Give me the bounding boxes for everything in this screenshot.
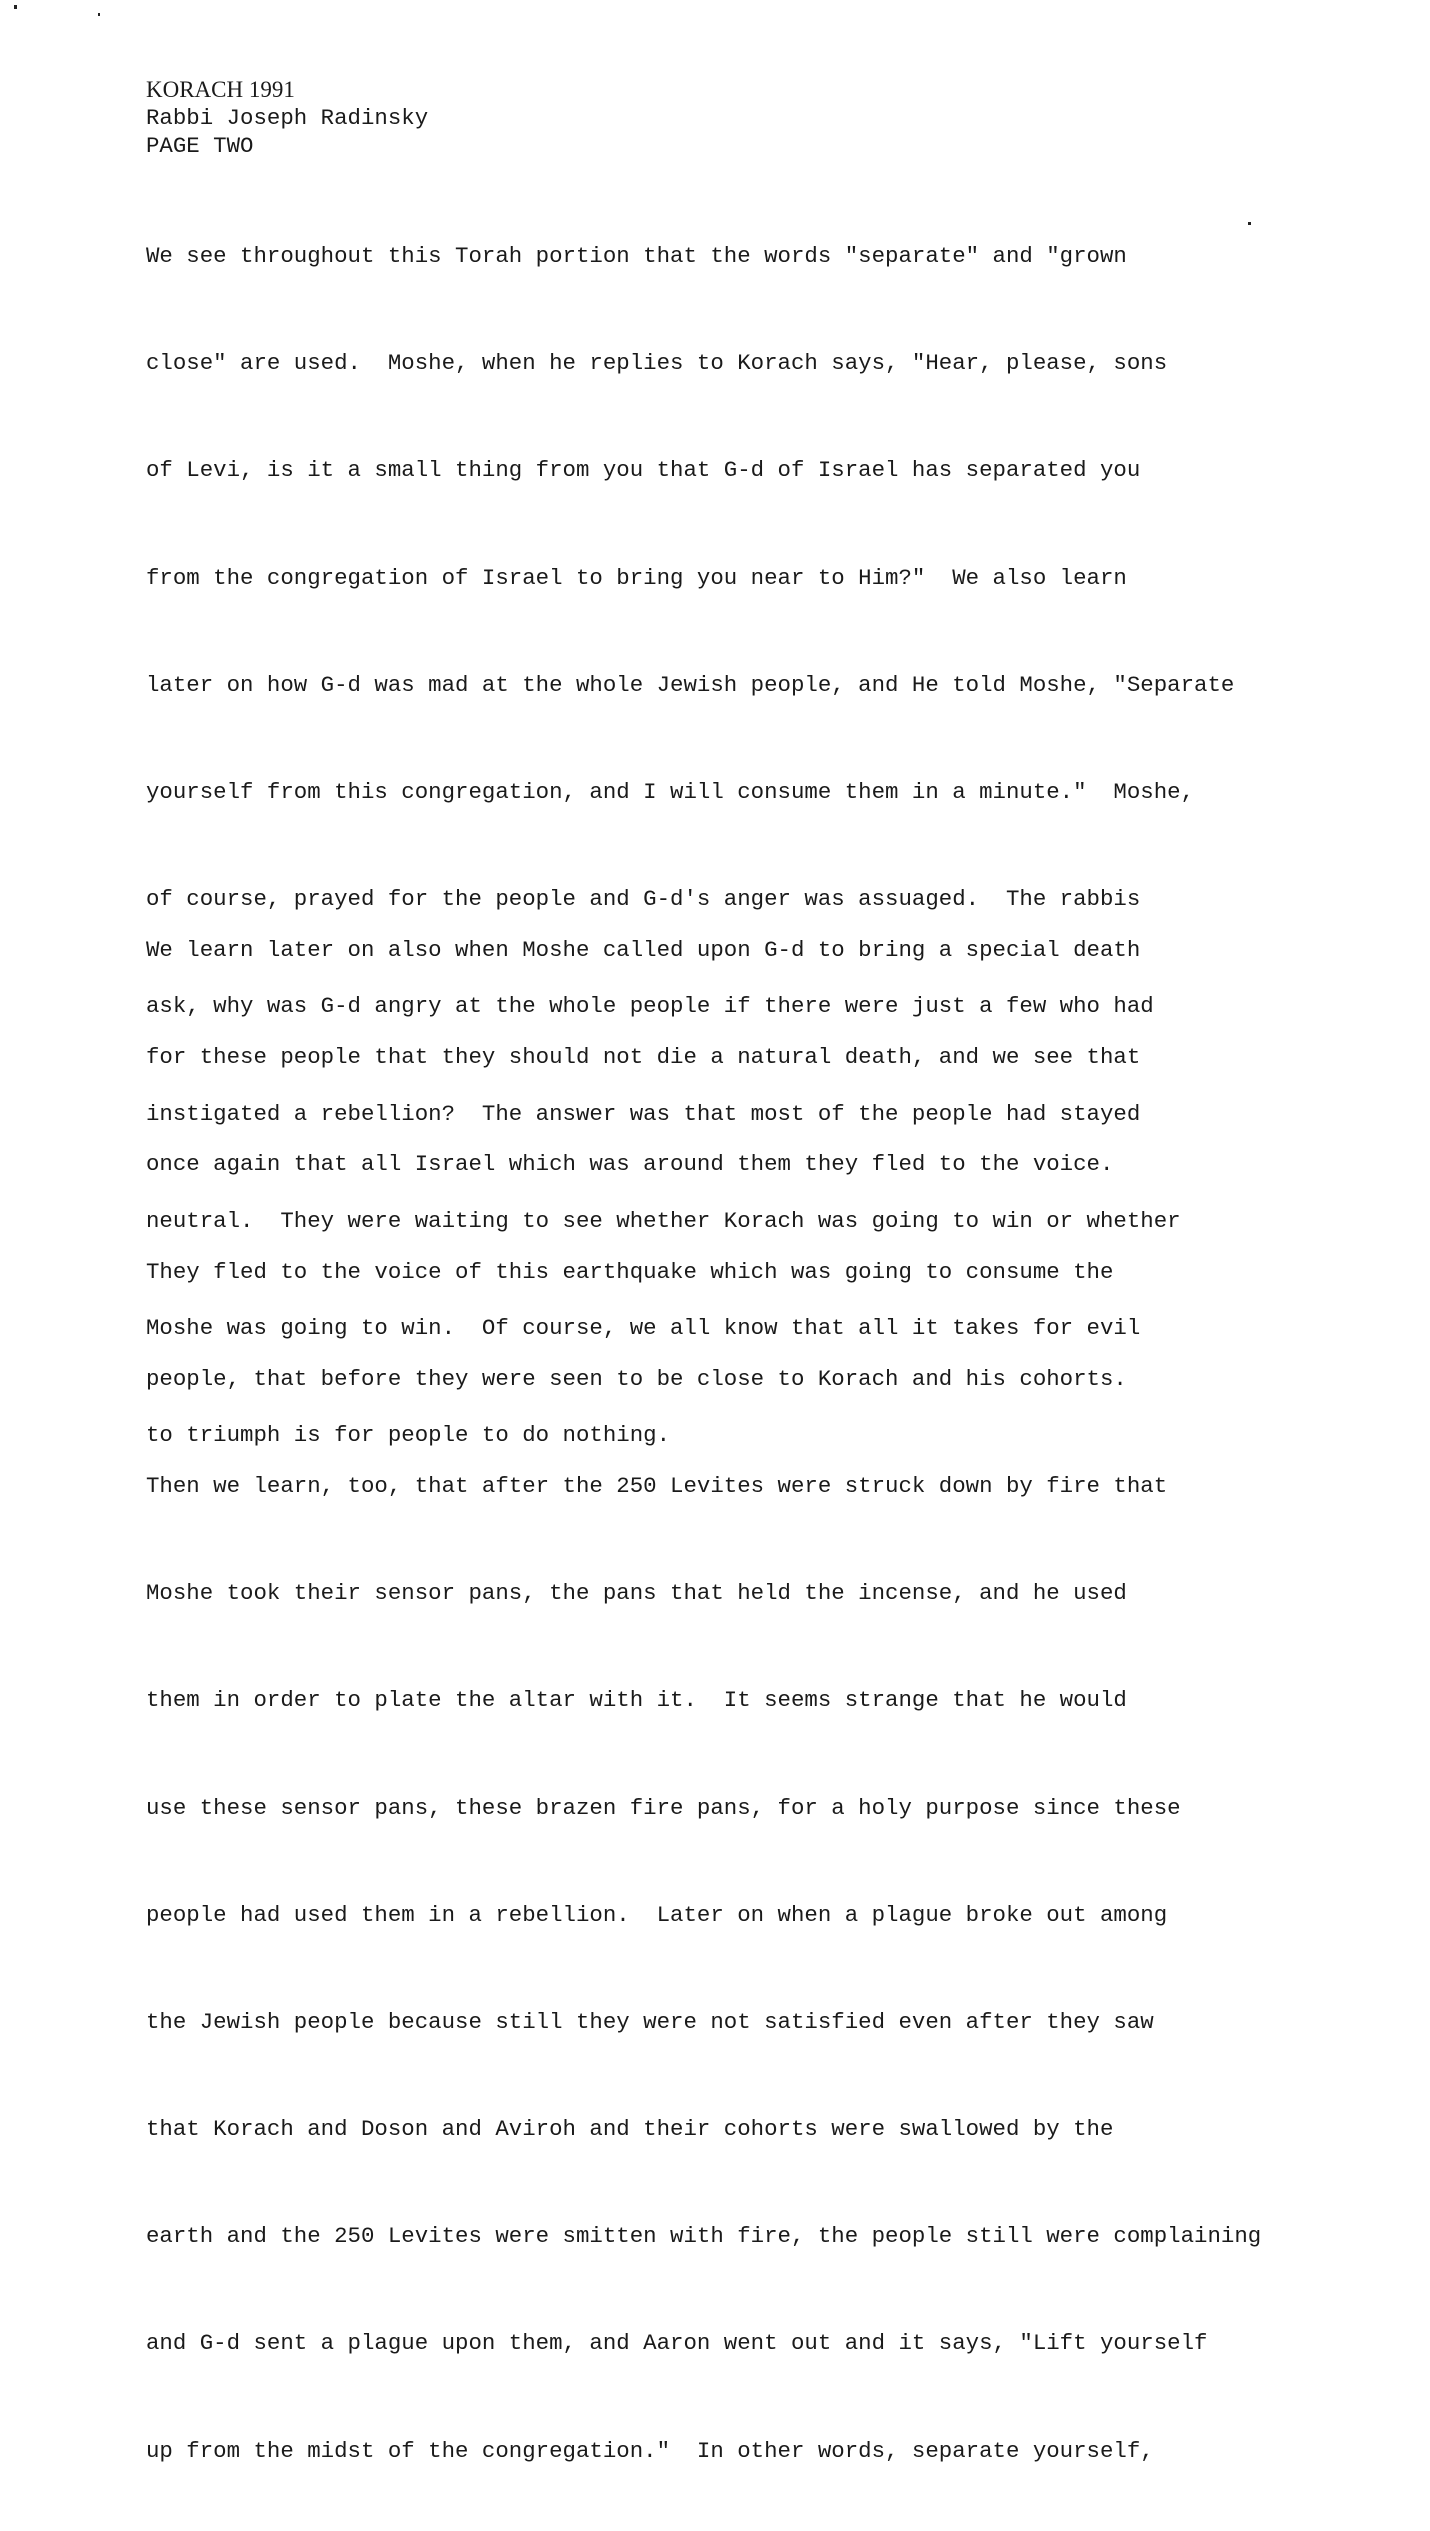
scan-speck xyxy=(98,13,100,16)
scan-speck xyxy=(14,5,17,9)
paragraph-2 xyxy=(146,871,1261,2531)
document-title: KORACH 1991 xyxy=(146,77,295,102)
text-line: and G-d sent a plague upon them, and Aaron went out and it says, "Lift yourself xyxy=(146,2330,1208,2357)
text-line: earth and the 250 Levites were smitten with fire, the people still were complaining xyxy=(146,2223,1262,2250)
text-line: people, that before they were seen to be close to Korach and his cohorts. xyxy=(146,1365,1127,1392)
text-line: up from the midst of the congregation." In other words, separate yourself, xyxy=(146,2437,1154,2464)
page-label: PAGE TWO xyxy=(146,133,254,159)
text-line: later on how G-d was mad at the whole Jewish people, and He told Moshe, "Separate xyxy=(146,671,1235,698)
text-line: We learn later on also when Moshe called upon G-d to bring a special death xyxy=(146,937,1141,963)
text-line: neutral. They were waiting to see whether Korach was going to win or whether xyxy=(146,1207,1181,1234)
text-line: Then we learn, too, that after the 250 Levites were struck down by fire that xyxy=(146,1472,1168,1499)
text-line: from the congregation of Israel to bring you near to Him?" We also learn xyxy=(146,564,1127,591)
text-line: of Levi, is it a small thing from you that G-d of Israel has separated you xyxy=(146,457,1141,484)
text-line: people had used them in a rebellion. Later on when a plague broke out among xyxy=(146,1901,1168,1928)
text-line: that Korach and Doson and Aviroh and their cohorts were swallowed by the xyxy=(146,2116,1114,2143)
text-line: use these sensor pans, these brazen fire pans, for a holy purpose since these xyxy=(146,1794,1181,1821)
text-line: They fled to the voice of this earthquake which was going to consume the xyxy=(146,1258,1114,1285)
text-line: Moshe was going to win. Of course, we all know that all it takes for evil xyxy=(146,1314,1141,1341)
document-header xyxy=(146,76,428,160)
text-line: ask, why was G-d angry at the whole people if there were just a few who had xyxy=(146,993,1154,1020)
text-line: the Jewish people because still they were not satisfied even after they saw xyxy=(146,2008,1154,2035)
text-line: instigated a rebellion? The answer was that most of the people had stayed xyxy=(146,1100,1141,1127)
text-line: Moshe took their sensor pans, the pans that held the incense, and he used xyxy=(146,1580,1127,1607)
text-line: once again that all Israel which was around them they fled to the voice. xyxy=(146,1151,1114,1178)
scan-speck xyxy=(1248,222,1251,225)
text-line: to triumph is for people to do nothing. xyxy=(146,1422,671,1449)
text-line: yourself from this congregation, and I will consume them in a minute." Moshe, xyxy=(146,778,1195,805)
text-line: close" are used. Moshe, when he replies to Korach says, "Hear, please, sons xyxy=(146,350,1168,377)
text-line: of course, prayed for the people and G-d's anger was assuaged. The rabbis xyxy=(146,886,1141,913)
text-line: for these people that they should not die a natural death, and we see that xyxy=(146,1044,1141,1071)
text-line: them in order to plate the altar with it. It seems strange that he would xyxy=(146,1687,1127,1714)
text-line: We see throughout this Torah portion that the words "separate" and "grown xyxy=(146,243,1127,269)
document-author: Rabbi Joseph Radinsky xyxy=(146,105,429,131)
